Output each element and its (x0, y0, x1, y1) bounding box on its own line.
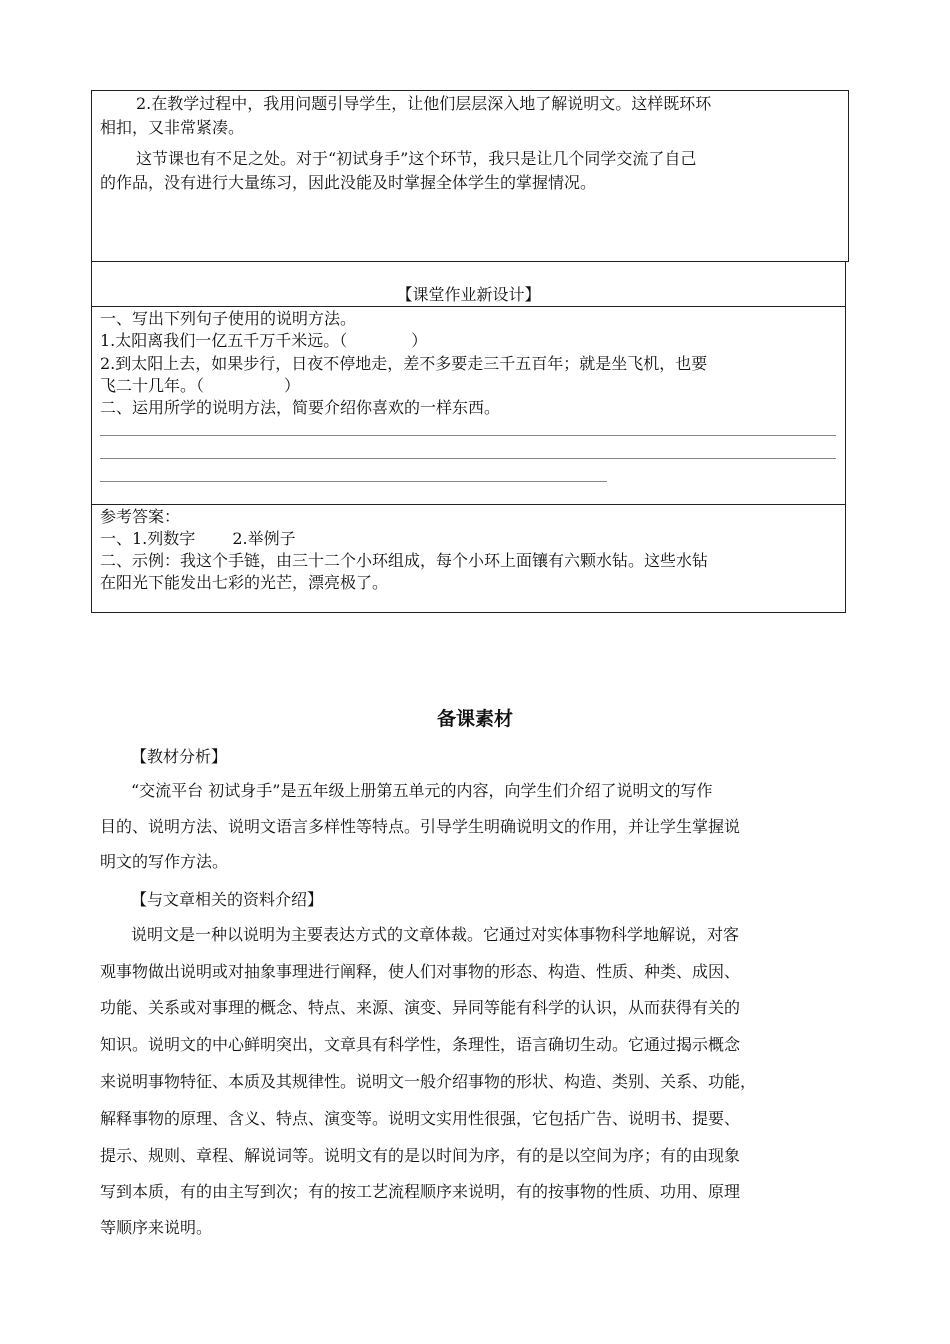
related-line-7: 提示、规则、章程、解说词等。说明文有的是以时间为序，有的是以空间为序；有的由现象 (100, 1146, 741, 1165)
related-line-9: 等顺序来说明。 (100, 1218, 213, 1237)
homework-q1-title: 一、写出下列句子使用的说明方法。 (100, 309, 357, 328)
related-line-1: 说明文是一种以说明为主要表达方式的文章体裁。它通过对实体事物科学地解说，对客 (131, 925, 740, 944)
analysis-line-2: 目的、说明方法、说明文语言多样性等特点。引导学生明确说明文的作用，并让学生掌握说 (100, 817, 741, 836)
related-line-2: 观事物做出说明或对抽象事理进行阐释，使人们对事物的形态、构造、性质、种类、成因、 (100, 962, 741, 981)
answers-a2-line2: 在阳光下能发出七彩的光芒，漂亮极了。 (100, 573, 389, 592)
answer-line-2[interactable] (100, 458, 836, 459)
answer-line-1[interactable] (100, 435, 836, 436)
answers-a2-line1: 二、示例：我这个手链，由三十二个小环组成，每个小环上面镶有六颗水钻。这些水钻 (100, 551, 709, 570)
answers-label: 参考答案： (100, 507, 181, 526)
analysis-heading: 【教材分析】 (131, 747, 228, 766)
homework-heading: 【课堂作业新设计】 (396, 285, 541, 304)
related-line-6: 解释事物的原理、含义、特点、演变等。说明文实用性很强，它包括广告、说明书、提要、 (100, 1109, 741, 1128)
homework-q1-item2-line1: 2.到太阳上去，如果步行，日夜不停地走，差不多要走三千五百年；就是坐飞机，也要 (100, 354, 708, 373)
answer-line-3[interactable] (100, 481, 607, 482)
homework-q2-title: 二、运用所学的说明方法，简要介绍你喜欢的一样东西。 (100, 398, 501, 417)
analysis-line-3: 明文的写作方法。 (100, 852, 229, 871)
materials-title: 备课素材 (436, 708, 513, 730)
reflection-p2-line1: 这节课也有不足之处。对于“初试身手”这个环节，我只是让几个同学交流了自己 (136, 149, 697, 168)
homework-q1-item2-line2: 飞二十几年。（ ） (100, 376, 301, 395)
related-heading: 【与文章相关的资料介绍】 (131, 890, 324, 909)
related-line-4: 知识。说明文的中心鲜明突出，文章具有科学性，条理性，语言确切生动。它通过揭示概念 (100, 1035, 741, 1054)
analysis-line-1: “交流平台 初试身手”是五年级上册第五单元的内容，向学生们介绍了说明文的写作 (131, 781, 713, 800)
answers-a1: 一、1.列数字 2.举例子 (100, 529, 296, 548)
related-line-5: 来说明事物特征、本质及其规律性。说明文一般介绍事物的形状、构造、类别、关系、功能， (100, 1072, 757, 1091)
reflection-p2-line2: 的作品，没有进行大量练习，因此没能及时掌握全体学生的掌握情况。 (100, 173, 597, 192)
homework-q1-item1: 1.太阳离我们一亿五千万千米远。（ ） (100, 331, 428, 350)
reflection-p1-line1: 2.在教学过程中，我用问题引导学生，让他们层层深入地了解说明文。这样既环环 (136, 94, 712, 113)
related-line-8: 写到本质，有的由主写到次；有的按工艺流程顺序来说明，有的按事物的性质、功用、原理 (100, 1182, 741, 1201)
reflection-p1-line2: 相扣，又非常紧凑。 (100, 118, 245, 137)
related-line-3: 功能、关系或对事理的概念、特点、来源、演变、异同等能有科学的认识，从而获得有关的 (100, 998, 741, 1017)
